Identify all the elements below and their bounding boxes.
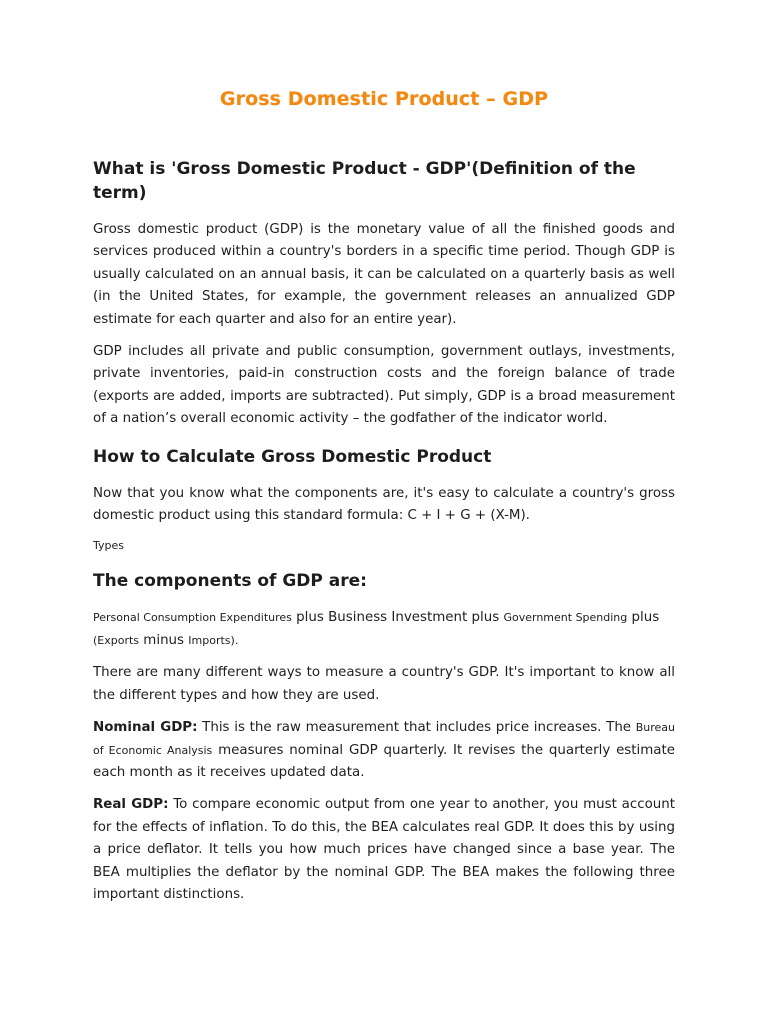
components-list: [93, 607, 675, 652]
formula-paragraph: Now that you know what the components are, it's easy to calculate a country's gross domestic product using this standard formula: C + I + G + (X-M).: [93, 485, 675, 524]
component-imports: Imports: [188, 633, 231, 647]
component-consumption: Personal Consumption Expenditures: [93, 611, 292, 625]
component-minus: minus: [139, 632, 189, 648]
component-plus-2: plus: [467, 610, 504, 626]
nominal-gdp-label: Nominal GDP:: [93, 720, 198, 736]
bea-name: Bureau of Economic Analysis: [93, 721, 676, 757]
definition-heading: What is 'Gross Domestic Product - GDP'(Definition of the term): [93, 159, 636, 203]
component-investment: Business Investment: [328, 610, 468, 626]
calculate-heading: How to Calculate Gross Domestic Product: [93, 446, 492, 467]
component-close-paren: ).: [230, 633, 239, 647]
document-title: Gross Domestic Product – GDP: [219, 88, 549, 110]
definition-paragraph: Gross domestic product (GDP) is the monetary value of all the finished goods and services produced within a country's borders in a specific time period. Though GDP is usually calculated on an annual basis, it can be calculated on a quarterly basis as well (in the United States, for example, the government releases an annualized GDP estimate for each quarter and also for an entire year).: [93, 222, 675, 327]
nominal-gdp-text-2: measures nominal GDP quarterly. It revises the quarterly estimate each month as it receives updated data.: [93, 742, 675, 780]
components-heading: The components of GDP are:: [93, 571, 367, 592]
ways-paragraph: There are many different ways to measure a country's GDP. It's important to know all the different types and how they are used.: [93, 665, 675, 703]
nominal-gdp-text-1: This is the raw measurement that includes price increases. The: [197, 720, 636, 736]
real-gdp-text: To compare economic output from one year to another, you must account for the effects of inflation. To do this, the BEA calculates real GDP. It does this by using a price deflator. It tells you how much prices have changed since a base year. The BEA multiplies the deflator by the nominal GDP. The BEA makes the following three important distinctions.: [93, 797, 675, 902]
component-government: Government Spending: [503, 611, 628, 625]
component-plus-1: plus: [291, 610, 329, 626]
component-exports: Exports: [97, 633, 140, 647]
real-gdp-label: Real GDP:: [93, 797, 169, 813]
gdp-includes-paragraph: GDP includes all private and public consumption, government outlays, investments, private inventories, paid-in construction costs and the foreign balance of trade (exports are added, imports are subtracted). Put simply, GDP is a broad measurement of a nation’s overall economic activity – the godfather of the indicator world.: [93, 344, 675, 427]
real-gdp-paragraph: [93, 794, 675, 906]
component-open-paren: (: [93, 633, 98, 647]
types-label: Types: [93, 539, 124, 553]
nominal-gdp-paragraph: [93, 717, 675, 784]
component-plus-3: plus: [627, 610, 660, 626]
